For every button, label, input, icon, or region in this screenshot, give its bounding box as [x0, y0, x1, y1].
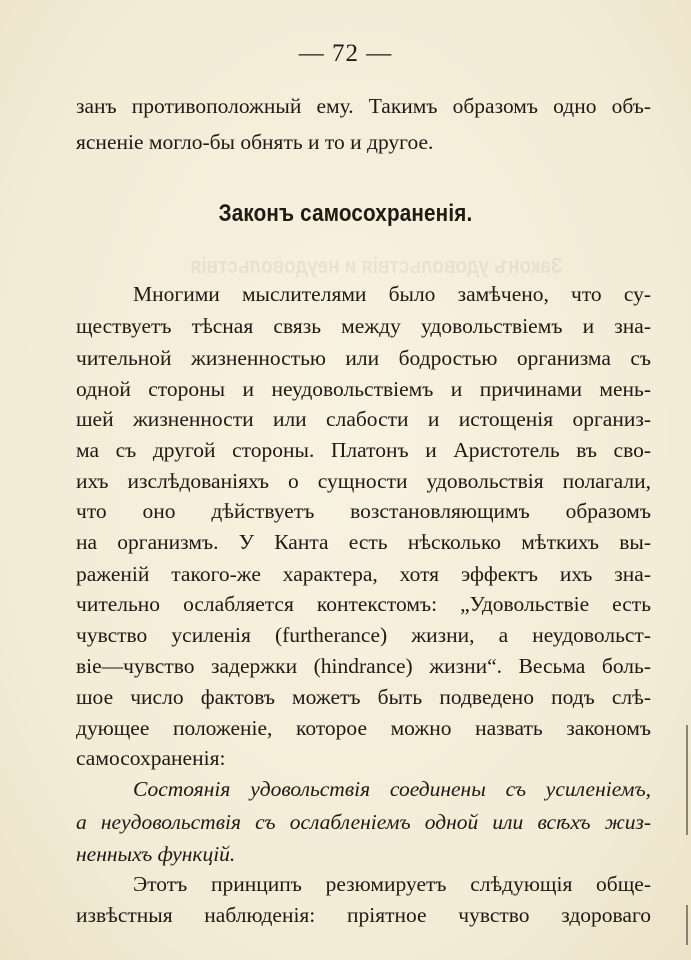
text-line: ихъ изслѣдованіяхъ о сущности удовольствія полагали,	[76, 469, 651, 493]
text-line: ма съ другой стороны. Платонъ и Аристотель въ сво-	[76, 438, 651, 462]
text-line: чительной жизненностью или бодростью организма съ	[76, 346, 651, 370]
italic-law-line: Состоянія удовольствія соединены съ усиленіемъ,	[133, 777, 651, 801]
text-line: раженій такого-же характера, хотя эффектъ ихъ зна-	[76, 562, 651, 586]
text-line: шое число фактовъ можетъ быть подведено подъ слѣ-	[76, 685, 651, 709]
text-line: самосохраненія:	[76, 746, 226, 770]
text-line: Этотъ принципъ резюмируетъ слѣдующія обще-	[133, 872, 651, 896]
scan-edge-mark	[686, 725, 688, 835]
text-line: одной стороны и неудовольствіемъ и причинами мень-	[76, 377, 651, 401]
text-line: занъ противоположный ему. Такимъ образомъ одно объ-	[76, 94, 651, 118]
text-line: Многими мыслителями было замѣчено, что су-	[133, 282, 651, 306]
italic-law-line: ненныхъ функцій.	[76, 842, 236, 866]
text-line: шей жизненности или слабости и истощенія организ-	[76, 407, 651, 431]
text-line: ясненіе могло-бы обнять и то и другое.	[76, 130, 434, 154]
text-line: извѣстныя наблюденія: пріятное чувство здороваго	[76, 903, 651, 927]
text-line: чувство усиленія (furtherance) жизни, а неудовольст-	[76, 623, 651, 647]
italic-law-line: а неудовольствія съ ослабленіемъ одной или всѣхъ жиз-	[76, 810, 651, 834]
bleed-through-text: Законъ удовольствія и неудовольствія	[190, 253, 563, 278]
text-line: чительно ослабляется контекстомъ: „Удовольствіе есть	[76, 592, 651, 616]
text-line: что оно дѣйствуетъ возстановляющимъ образомъ	[76, 499, 651, 523]
text-line: на организмъ. У Канта есть нѣсколько мѣткихъ вы-	[76, 530, 651, 554]
page-number: — 72 —	[298, 40, 393, 67]
text-line: ществуетъ тѣсная связь между удовольствіемъ и зна-	[76, 314, 651, 338]
text-line: дующее положеніе, которое можно назвать закономъ	[76, 716, 651, 740]
section-heading: Законъ самосохраненія.	[218, 200, 473, 227]
text-line: віе—чувство задержки (hindrance) жизни“. Весьма боль-	[76, 654, 651, 678]
scan-edge-mark	[686, 905, 688, 945]
